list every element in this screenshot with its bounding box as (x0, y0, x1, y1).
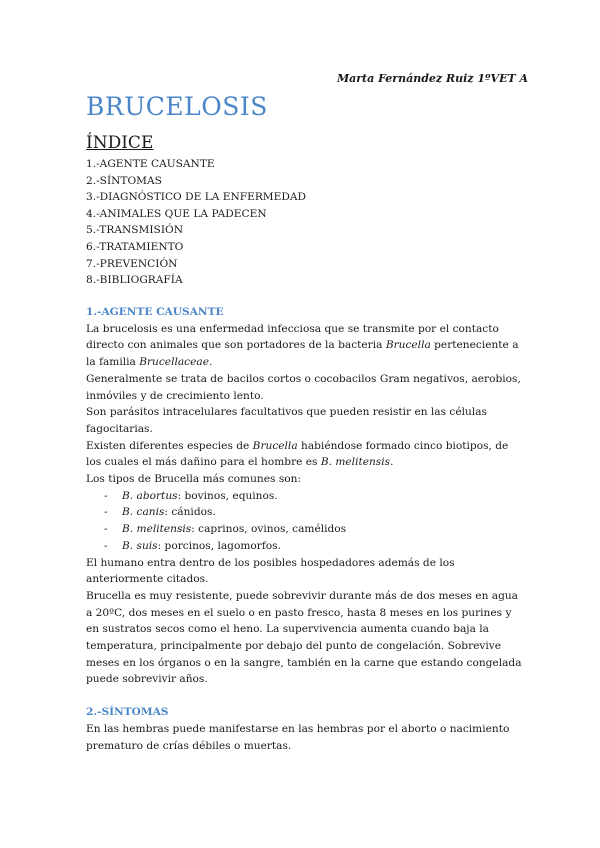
paragraph: Son parásitos intracelulares facultativos que pueden resistir en las células fagocitarias. (86, 406, 487, 435)
section-heading-agente: 1.-AGENTE CAUSANTE (86, 306, 224, 318)
index-item: 4.-ANIMALES QUE LA PADECEN (86, 207, 267, 220)
list-item (104, 504, 526, 521)
species-name: B. melitensis (122, 523, 192, 536)
italic-term: B. melitensis (320, 456, 391, 469)
index-item: 1.-AGENTE CAUSANTE (86, 158, 215, 170)
dash-bullet: - (104, 506, 108, 519)
index-item: 6.-TRATAMIENTO (86, 240, 184, 253)
text-run: perteneciente a la familia (86, 339, 519, 369)
species-hosts: : caprinos, ovinos, camélidos (191, 523, 347, 536)
italic-term: Brucella (252, 439, 298, 452)
dash-bullet: - (104, 539, 108, 552)
index-item: 3.-DIAGNÓSTICO DE LA ENFERMEDAD (86, 191, 307, 204)
paragraph (86, 321, 526, 371)
text-run: habiéndose formado cinco biotipos, de los cuales el más dañino para el hombre es (86, 439, 509, 469)
list-item (104, 538, 526, 555)
text-run: La brucelosis es una enfermedad infecciosa que se transmite por el contacto directo con animales que son portadores de la bacteria (86, 322, 499, 352)
index-item: 2.-SÍNTOMAS (86, 174, 162, 187)
index-heading: ÍNDICE (86, 133, 154, 153)
index-item: 5.-TRANSMISIÓN (86, 224, 183, 237)
section-spacer (86, 688, 526, 704)
paragraph (86, 438, 526, 471)
document-body (86, 304, 526, 754)
paragraph: Los tipos de Brucella más comunes son: (86, 473, 302, 486)
dash-bullet: - (104, 523, 108, 536)
index-list (86, 156, 306, 289)
list-item (104, 521, 526, 538)
paragraph: En las hembras puede manifestarse en las hembras por el aborto o nacimiento prematuro de crías débiles o muertas. (86, 722, 510, 752)
list-item (104, 488, 526, 505)
paragraph: Generalmente se trata de bacilos cortos o cocobacilos Gram negativos, aerobios, inmóviles y de crecimiento lento. (86, 372, 521, 402)
paragraph: Brucella es muy resistente, puede sobrevivir durante más de dos meses en agua a 20ºC, dos meses en el suelo o en pasto fresco, hasta 8 meses en los purines y en sustratos secos como el heno. La supervivencia aumenta cuando baja la temperatura, principalmente por debajo del punto de congelación. Sobrevive meses en los órganos o en la sangre, también en la carne que estando congelada puede sobrevivir años. (86, 589, 522, 686)
paragraph: El humano entra dentro de los posibles hospedadores además de los anteriormente citados. (86, 556, 455, 586)
author-name: Marta Fernández Ruiz 1ºVET A (336, 72, 528, 85)
species-name: B. abortus (122, 489, 178, 502)
species-name: B. suis (122, 539, 158, 552)
italic-term: Brucellaceae. (139, 356, 213, 369)
species-hosts: : bovinos, equinos. (177, 489, 278, 502)
document-title: BRUCELOSIS (86, 92, 268, 121)
index-item: 8.-BIBLIOGRAFÍA (86, 274, 183, 287)
index-item: 7.-PREVENCIÓN (86, 257, 178, 270)
species-name: B. canis (122, 506, 165, 519)
species-hosts: : porcinos, lagomorfos. (157, 539, 281, 552)
italic-term: Brucella (385, 339, 431, 352)
brucella-types-list (86, 488, 526, 555)
dash-bullet: - (104, 489, 108, 502)
text-run: Existen diferentes especies de (86, 439, 253, 452)
species-hosts: : cánidos. (164, 506, 216, 519)
section-heading-sintomas: 2.-SÍNTOMAS (86, 706, 169, 719)
text-run: . (390, 456, 394, 469)
